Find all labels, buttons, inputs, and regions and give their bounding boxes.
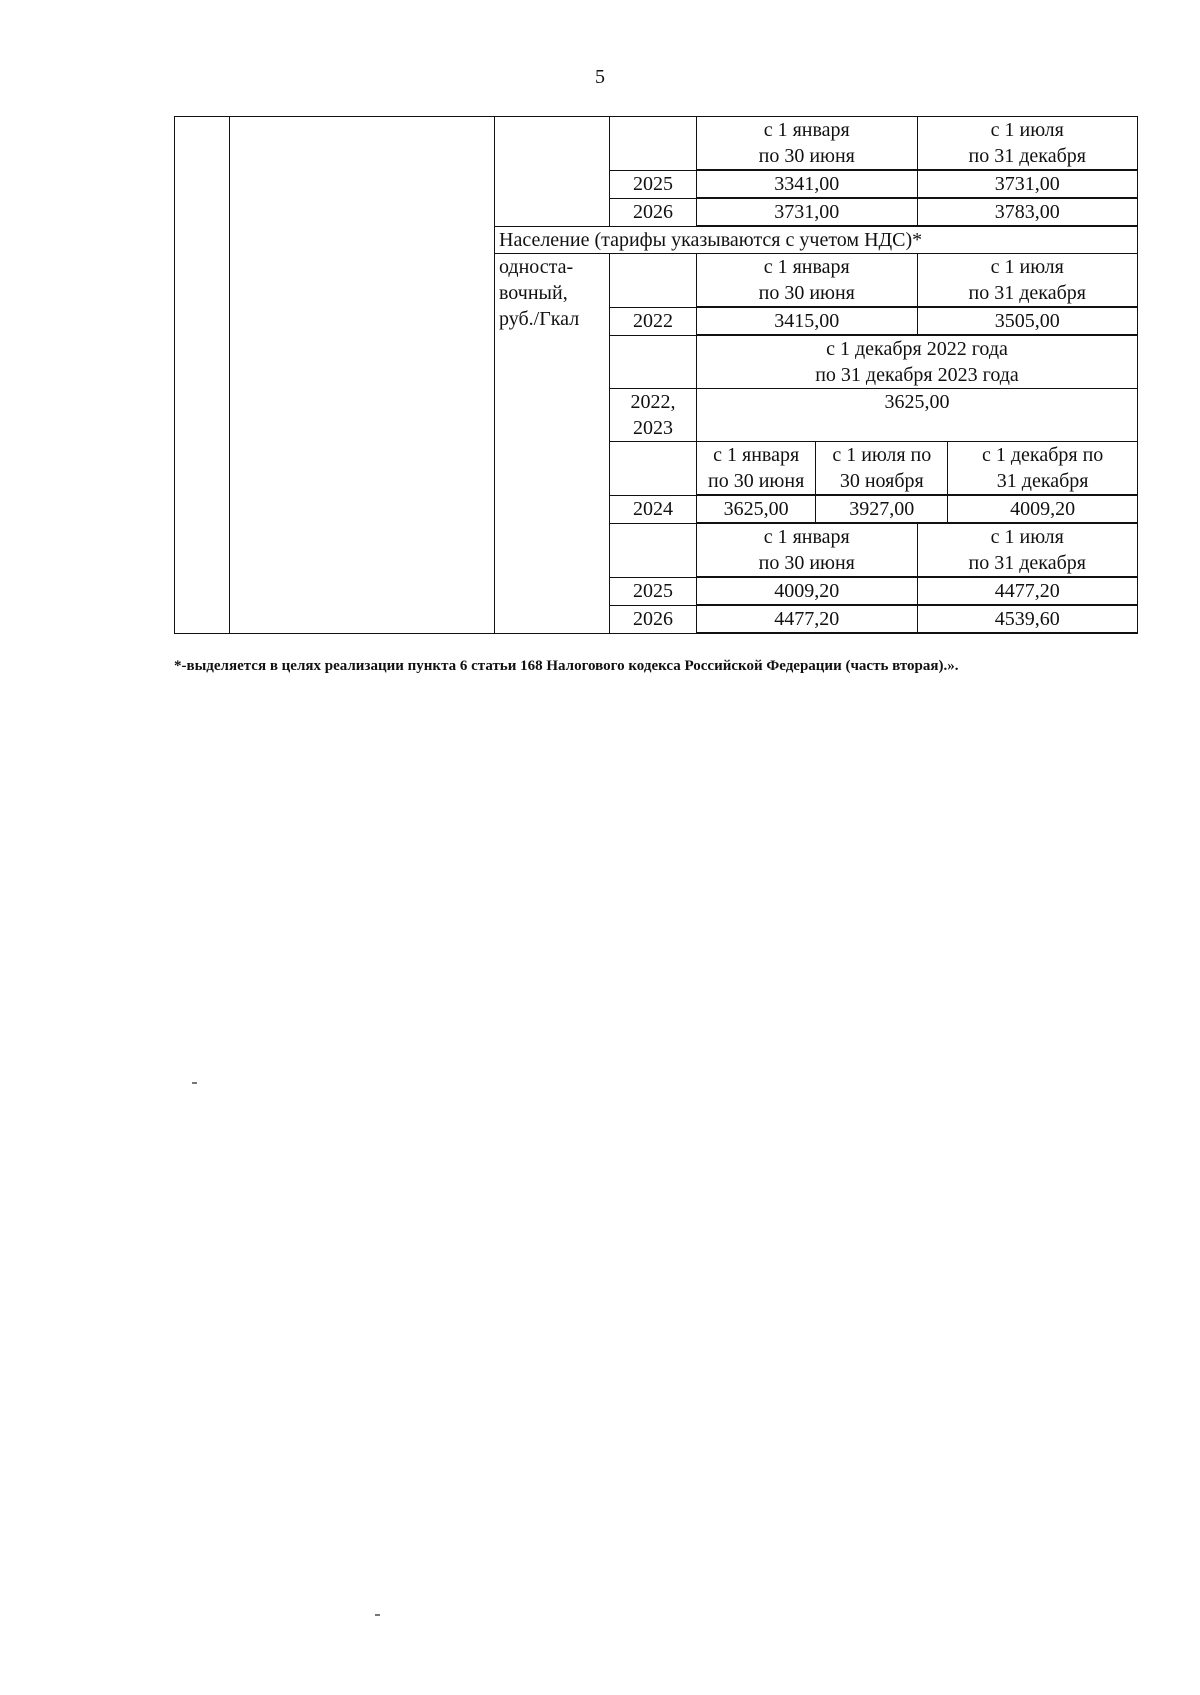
- value-cell: 3927,00: [816, 496, 948, 523]
- organization-column-cell: [230, 117, 495, 634]
- tariff-table: [174, 116, 1138, 634]
- value-cell: 3505,00: [917, 308, 1137, 335]
- value-cell: 3415,00: [697, 308, 917, 335]
- period-label: с 1 декабря 2022 года по 31 декабря 2023 года: [697, 336, 1138, 389]
- value-cell: 3731,00: [697, 199, 917, 226]
- population-header: Население (тарифы указываются с учетом НДС)*: [495, 227, 1138, 254]
- scan-speck: [375, 1614, 380, 1616]
- year-cell: 2024: [610, 496, 697, 524]
- value-cell: 3783,00: [917, 199, 1137, 226]
- year-cell: 2025: [610, 171, 697, 199]
- year-cell: 2022: [610, 308, 697, 336]
- period-label: с 1 июля по 31 декабря: [917, 254, 1137, 307]
- value-cell: 3625,00: [697, 496, 816, 523]
- period-label: с 1 января по 30 июня: [697, 442, 816, 495]
- page-number: 5: [595, 66, 605, 88]
- value-cell: 4009,20: [948, 496, 1137, 523]
- period-label: с 1 июля по 31 декабря: [917, 524, 1137, 577]
- year-cell: 2026: [610, 606, 697, 634]
- tariff-type-blank-cell: [495, 117, 610, 227]
- periods-header: [697, 117, 1138, 171]
- year-header-cell: [610, 336, 697, 389]
- year-header-cell: [610, 442, 697, 496]
- number-column-cell: [175, 117, 230, 634]
- year-header-cell: [610, 117, 697, 171]
- year-header-cell: [610, 524, 697, 578]
- period-label: с 1 января по 30 июня: [697, 524, 917, 577]
- value-cell: 3731,00: [917, 171, 1137, 198]
- tariff-type-cell: односта- вочный, руб./Гкал: [495, 254, 610, 634]
- period-label: с 1 января по 30 июня: [697, 117, 917, 170]
- value-cell: 3341,00: [697, 171, 917, 198]
- year-cell: 2026: [610, 199, 697, 227]
- period-label: с 1 июля по 30 ноября: [816, 442, 948, 495]
- footnote: *-выделяется в целях реализации пункта 6 статьи 168 Налогового кодекса Российской Федерации (часть вторая).».: [174, 658, 959, 674]
- value-cell: 4009,20: [697, 578, 917, 605]
- value-cell: 4477,20: [697, 606, 917, 633]
- period-label: с 1 января по 30 июня: [697, 254, 917, 307]
- scan-speck: [192, 1082, 197, 1084]
- year-header-cell: [610, 254, 697, 308]
- value-cell: 3625,00: [697, 389, 1138, 442]
- table-row: [175, 117, 1138, 171]
- value-cell: 4539,60: [917, 606, 1137, 633]
- year-cell: 2022, 2023: [610, 389, 697, 442]
- period-label: с 1 декабря по 31 декабря: [948, 442, 1137, 495]
- value-cell: 4477,20: [917, 578, 1137, 605]
- period-label: с 1 июля по 31 декабря: [917, 117, 1137, 170]
- year-cell: 2025: [610, 578, 697, 606]
